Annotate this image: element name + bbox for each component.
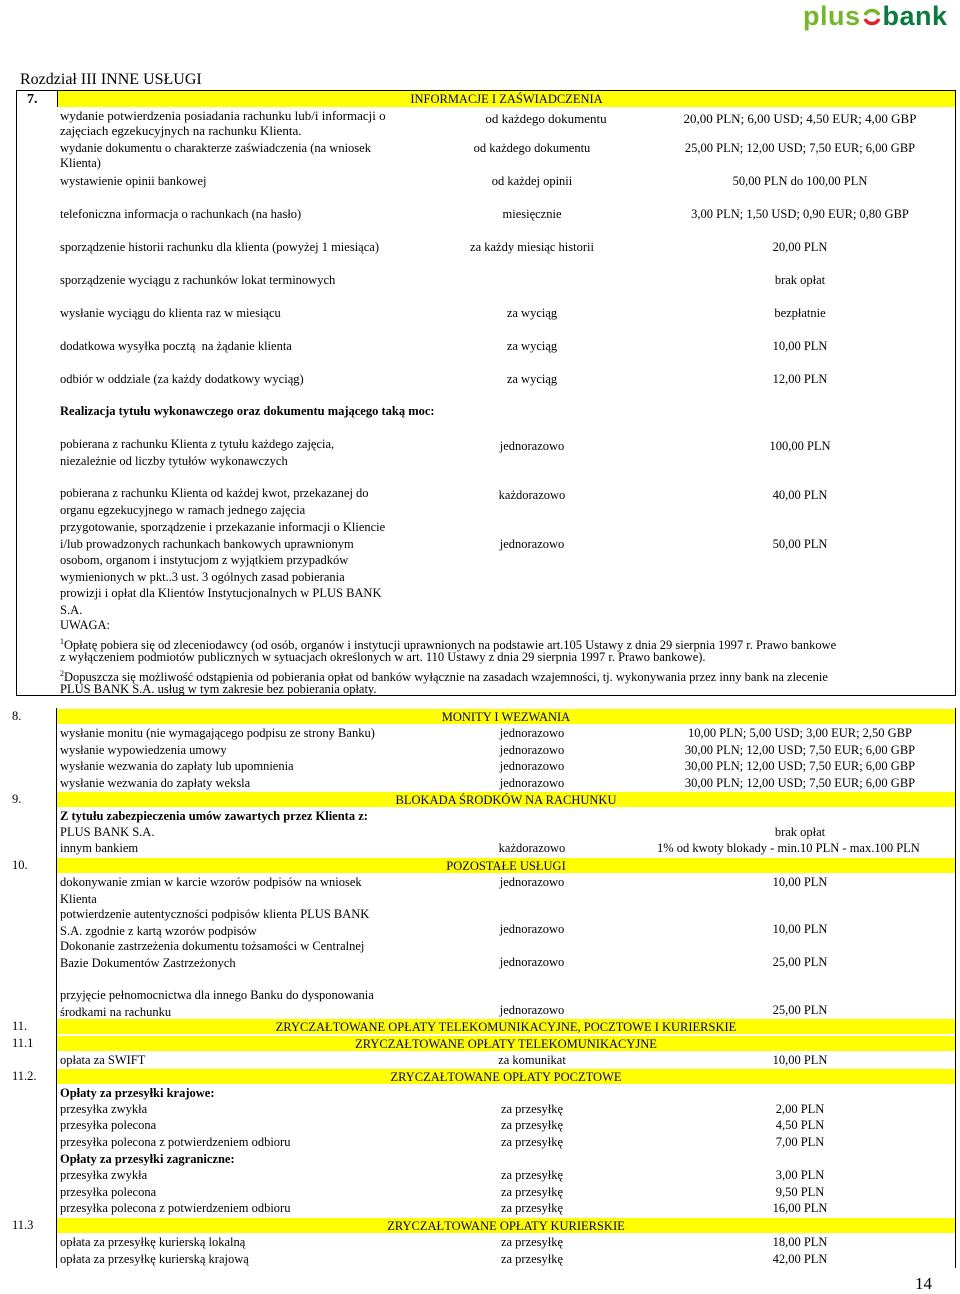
s7-number: 7. bbox=[27, 92, 38, 107]
s113-number: 11.3 bbox=[12, 1218, 34, 1232]
s8-row4-unit: jednorazowo bbox=[499, 776, 565, 790]
s10-row3-fee: 25,00 PLN bbox=[772, 955, 828, 969]
s7-row2-desc-l2: Klienta) bbox=[60, 156, 101, 170]
s10-header: POZOSTAŁE USŁUGI bbox=[446, 859, 566, 873]
s7-row3-unit: od każdej opinii bbox=[491, 174, 573, 188]
s7-row9-fee: 12,00 PLN bbox=[772, 372, 828, 386]
s10-row4-l2: środkami na rachunku bbox=[60, 1004, 172, 1019]
s7-real3-l6: S.A. bbox=[60, 602, 83, 617]
s9-header: BLOKADA ŚRODKÓW NA RACHUNKU bbox=[395, 793, 617, 807]
lower-right-border bbox=[955, 708, 956, 1268]
s8-row2-fee: 30,00 PLN; 12,00 USD; 7,50 EUR; 6,00 GBP bbox=[684, 743, 916, 757]
s112-for3-fee: 16,00 PLN bbox=[772, 1201, 828, 1215]
s7-row1-unit: od każdego dokumentu bbox=[485, 111, 607, 126]
s10-row2-l1: potwierdzenie autentyczności podpisów klienta PLUS BANK bbox=[60, 907, 370, 921]
s7-row8-unit: za wyciąg bbox=[506, 339, 558, 353]
box-left-border bbox=[16, 90, 17, 696]
s113-row2-fee: 42,00 PLN bbox=[772, 1252, 828, 1266]
s112-number: 11.2. bbox=[12, 1069, 37, 1083]
s10-row3-l1: Dokonanie zastrzeżenia dokumentu tożsamości w Centralnej bbox=[60, 939, 365, 953]
s10-row1-unit: jednorazowo bbox=[499, 875, 565, 889]
s112-for3-unit: za przesyłkę bbox=[500, 1201, 564, 1215]
s113-row1-fee: 18,00 PLN bbox=[772, 1235, 828, 1249]
s8-number: 8. bbox=[12, 709, 22, 723]
s10-row2-l2: S.A. zgodnie z kartą wzorów podpisów bbox=[60, 923, 257, 938]
s112-dom2-fee: 4,50 PLN bbox=[775, 1118, 825, 1132]
s7-row1-desc-l2: zajęciach egzekucyjnych na rachunku Klienta. bbox=[60, 123, 302, 138]
s112-dom1-fee: 2,00 PLN bbox=[775, 1102, 825, 1116]
s7-real1-desc bbox=[60, 436, 420, 469]
s8-row3-unit: jednorazowo bbox=[499, 759, 565, 773]
s112-for2-desc: przesyłka polecona bbox=[60, 1185, 157, 1199]
s112-dom3-fee: 7,00 PLN bbox=[775, 1135, 825, 1149]
s7-row9-unit: za wyciąg bbox=[506, 372, 558, 386]
s7-row7-unit: za wyciąg bbox=[506, 306, 558, 320]
s113-row1-unit: za przesyłkę bbox=[500, 1235, 564, 1249]
s111-swift-unit: za komunikat bbox=[498, 1053, 566, 1067]
s10-row2-fee: 10,00 PLN bbox=[772, 922, 828, 936]
s112-dom1-desc: przesyłka zwykła bbox=[60, 1102, 148, 1116]
s10-row1-l2: Klienta bbox=[60, 891, 97, 906]
s7-real3-l3: osobom, organom i instytucjom z wyjątkiem przypadków bbox=[60, 553, 349, 567]
s7-row5-desc: sporządzenie historii rachunku dla klienta (powyżej 1 miesiąca) bbox=[60, 240, 379, 254]
s112-header: ZRYCZAŁTOWANE OPŁATY POCZTOWE bbox=[390, 1070, 622, 1084]
s9-number: 9. bbox=[12, 792, 22, 806]
s7-real1-fee: 100,00 PLN bbox=[769, 439, 831, 453]
chapter-title: Rozdział III INNE USŁUGI bbox=[20, 71, 202, 88]
s10-row2-desc bbox=[60, 906, 369, 939]
s8-row2-desc: wysłanie wypowiedzenia umowy bbox=[60, 743, 227, 757]
s7-real3-l5: prowizji i opłat dla Klientów Instytucjonalnych w PLUS BANK bbox=[60, 586, 382, 600]
s112-dom1-unit: za przesyłkę bbox=[500, 1102, 564, 1116]
s7-real2-fee: 40,00 PLN bbox=[772, 488, 828, 502]
s7-real1-l1: pobierana z rachunku Klienta z tytułu każdego zajęcia, bbox=[60, 437, 335, 451]
s112-for1-desc: przesyłka zwykła bbox=[60, 1168, 148, 1182]
s7-real3-l2: i/lub prowadzonych rachunkach bankowych uprawnionym bbox=[60, 536, 354, 551]
s112-dom2-unit: za przesyłkę bbox=[500, 1118, 564, 1132]
s10-row1-fee: 10,00 PLN bbox=[772, 875, 828, 889]
s7-row7-desc: wysłanie wyciągu do klienta raz w miesiącu bbox=[60, 306, 281, 320]
s7-real3-fee: 50,00 PLN bbox=[772, 537, 828, 551]
s7-note2-l1-text: Dopuszcza się możliwość odstąpienia od pobierania opłat od banków wyłącznie na zasadach wzajemności, tj. wykonywania przez inny bank na zlecenie bbox=[64, 670, 828, 685]
s113-row1-desc: opłata za przesyłkę kurierską lokalną bbox=[60, 1235, 246, 1249]
s7-header: INFORMACJE I ZAŚWIADCZENIA bbox=[410, 92, 603, 106]
s112-for1-unit: za przesyłkę bbox=[500, 1168, 564, 1182]
s7-row2-desc-l1: wydanie dokumentu o charakterze zaświadczenia (na wniosek bbox=[60, 141, 371, 155]
plus-bank-logo bbox=[803, 1, 948, 32]
s7-row1-fee: 20,00 PLN; 6,00 USD; 4,50 EUR; 4,00 GBP bbox=[683, 111, 917, 126]
s9-row1-fee: brak opłat bbox=[774, 825, 826, 839]
s10-row3-unit: jednorazowo bbox=[499, 955, 565, 969]
s7-row2-fee: 25,00 PLN; 12,00 USD; 7,50 EUR; 6,00 GBP bbox=[684, 141, 916, 155]
s7-note2-l2: PLUS BANK S.A. usług w tym zakresie bez pobierania opłaty. bbox=[60, 682, 377, 696]
s10-row2-unit: jednorazowo bbox=[499, 922, 565, 936]
s10-row4-desc bbox=[60, 987, 374, 1020]
s112-foreign-title: Opłaty za przesyłki zagraniczne: bbox=[60, 1152, 235, 1166]
s7-real2-l2: organu egzekucyjnego w ramach jednego zajęcia bbox=[60, 502, 306, 517]
s10-row4-fee: 25,00 PLN bbox=[772, 1003, 828, 1017]
s7-real2-l1: pobierana z rachunku Klienta od każdej kwot, przekazanej do bbox=[60, 486, 369, 500]
s112-for3-desc: przesyłka polecona z potwierdzeniem odbioru bbox=[60, 1201, 291, 1215]
s9-row2-fee: 1% od kwoty blokady - min.10 PLN - max.100 PLN bbox=[657, 841, 920, 855]
logo-text-bank: bank bbox=[882, 1, 948, 31]
s10-row4-unit: jednorazowo bbox=[499, 1003, 565, 1017]
s9-subtitle: Z tytułu zabezpieczenia umów zawartych przez Klienta z: bbox=[60, 809, 368, 823]
s113-header: ZRYCZAŁTOWANE OPŁATY KURIERSKIE bbox=[387, 1219, 625, 1233]
s7-row2-unit: od każdego dokumentu bbox=[473, 141, 591, 155]
s111-swift-fee: 10,00 PLN bbox=[772, 1053, 828, 1067]
s7-row8-desc: dodatkowa wysyłka pocztą na żądanie klienta bbox=[60, 339, 292, 353]
box-right-border bbox=[955, 90, 956, 696]
s8-header: MONITY I WEZWANIA bbox=[441, 710, 571, 724]
s11-number: 11. bbox=[12, 1019, 28, 1033]
s8-row1-fee: 10,00 PLN; 5,00 USD; 3,00 EUR; 2,50 GBP bbox=[688, 726, 912, 740]
s7-row7-fee: bezpłatnie bbox=[774, 306, 826, 320]
s7-note2-sup: 2 bbox=[60, 669, 64, 678]
s7-row4-desc: telefoniczna informacja o rachunkach (na hasło) bbox=[60, 207, 302, 221]
s113-row2-desc: opłata za przesyłkę kurierską krajową bbox=[60, 1252, 249, 1266]
s112-domestic-title: Opłaty za przesyłki krajowe: bbox=[60, 1086, 215, 1100]
s8-row1-unit: jednorazowo bbox=[499, 726, 565, 740]
s7-row5-fee: 20,00 PLN bbox=[772, 240, 828, 254]
s7-row1-desc-l1: wydanie potwierdzenia posiadania rachunku lub/i informacji o bbox=[60, 108, 386, 123]
s8-row1-desc: wysłanie monitu (nie wymagającego podpisu ze strony Banku) bbox=[60, 726, 375, 740]
s7-real3-l4: wymienionych w pkt..3 ust. 3 ogólnych zasad pobierania bbox=[60, 569, 345, 584]
s7-row3-fee: 50,00 PLN do 100,00 PLN bbox=[732, 174, 868, 188]
s10-row3-l2: Bazie Dokumentów Zastrzeżonych bbox=[60, 955, 236, 970]
s7-note1-l1-text: Opłatę pobiera się od zleceniodawcy (od osób, organów i instytucji uprawnionych na podstawie art.105 Ustawy z dnia 29 sierpnia 1997 r. Prawo bankowe bbox=[64, 638, 837, 653]
s9-row1-desc: PLUS BANK S.A. bbox=[60, 825, 155, 839]
s10-row3-desc bbox=[60, 938, 364, 971]
s7-row9-desc: odbiór w oddziale (za każdy dodatkowy wyciąg) bbox=[60, 372, 304, 386]
s8-row4-desc: wysłanie wezwania do zapłaty weksla bbox=[60, 776, 251, 790]
s8-row4-fee: 30,00 PLN; 12,00 USD; 7,50 EUR; 6,00 GBP bbox=[684, 776, 916, 790]
s10-row4-l1: przyjęcie pełnomocnictwa dla innego Banku do dysponowania bbox=[60, 988, 374, 1002]
s111-header: ZRYCZAŁTOWANE OPŁATY TELEKOMUNIKACYJNE bbox=[355, 1037, 657, 1051]
s7-uwaga-label: UWAGA: bbox=[60, 618, 110, 632]
s112-dom3-desc: przesyłka polecona z potwierdzeniem odbioru bbox=[60, 1135, 291, 1149]
logo-symbol-icon bbox=[861, 1, 883, 32]
s7-row8-fee: 10,00 PLN bbox=[772, 339, 828, 353]
s7-real1-unit: jednorazowo bbox=[499, 439, 565, 453]
s8-row2-unit: jednorazowo bbox=[499, 743, 565, 757]
s7-row4-fee: 3,00 PLN; 1,50 USD; 0,90 EUR; 0,80 GBP bbox=[691, 207, 909, 221]
s7-real2-desc bbox=[60, 485, 420, 518]
s7-real2-unit: każdorazowo bbox=[498, 488, 566, 502]
s7-row6-desc: sporządzenie wyciągu z rachunków lokat terminowych bbox=[60, 273, 336, 287]
s7-note1-l2: z wyłączeniem podmiotów publicznych w sytuacjach określonych w art. 110 Ustawy z dnia 29 sierpnia 1997 r. Prawo bankowe). bbox=[60, 650, 706, 664]
s112-dom3-unit: za przesyłkę bbox=[500, 1135, 564, 1149]
s112-dom2-desc: przesyłka polecona bbox=[60, 1118, 157, 1132]
s10-row1-desc bbox=[60, 874, 362, 907]
s7-real3-unit: jednorazowo bbox=[499, 537, 565, 551]
s7-row4-unit: miesięcznie bbox=[502, 207, 562, 221]
s9-row2-unit: każdorazowo bbox=[498, 841, 566, 855]
logo-text-plus: plus bbox=[803, 1, 861, 31]
s10-row1-l1: dokonywanie zmian w karcie wzorów podpisów na wniosek bbox=[60, 875, 362, 889]
s7-real1-l2: niezależnie od liczby tytułów wykonawczych bbox=[60, 453, 288, 468]
s7-row6-fee: brak opłat bbox=[774, 273, 826, 287]
s11-header: ZRYCZAŁTOWANE OPŁATY TELEKOMUNIKACYJNE, POCZTOWE I KURIERSKIE bbox=[275, 1020, 737, 1034]
s112-for2-unit: za przesyłkę bbox=[500, 1185, 564, 1199]
s10-number: 10. bbox=[12, 858, 28, 872]
s9-row2-desc: innym bankiem bbox=[60, 841, 139, 855]
s7-note1-sup: 1 bbox=[60, 637, 64, 646]
s112-for2-fee: 9,50 PLN bbox=[775, 1185, 825, 1199]
s112-for1-fee: 3,00 PLN bbox=[775, 1168, 825, 1182]
s111-swift-desc: opłata za SWIFT bbox=[60, 1053, 146, 1067]
s113-row2-unit: za przesyłkę bbox=[500, 1252, 564, 1266]
s7-real3-l1: przygotowanie, sporządzenie i przekazanie informacji o Kliencie bbox=[60, 520, 386, 534]
s7-realizacja-title: Realizacja tytułu wykonawczego oraz dokumentu mającego taką moc: bbox=[60, 404, 435, 418]
s8-row3-desc: wysłanie wezwania do zapłaty lub upomnienia bbox=[60, 759, 294, 773]
s111-number: 11.1 bbox=[12, 1036, 34, 1050]
page-number: 14 bbox=[915, 1274, 932, 1293]
s7-row3-desc: wystawienie opinii bankowej bbox=[60, 174, 207, 188]
s7-row5-unit: za każdy miesiąc historii bbox=[470, 240, 594, 254]
s8-row3-fee: 30,00 PLN; 12,00 USD; 7,50 EUR; 6,00 GBP bbox=[684, 759, 916, 773]
s7-real3-desc bbox=[60, 519, 430, 618]
